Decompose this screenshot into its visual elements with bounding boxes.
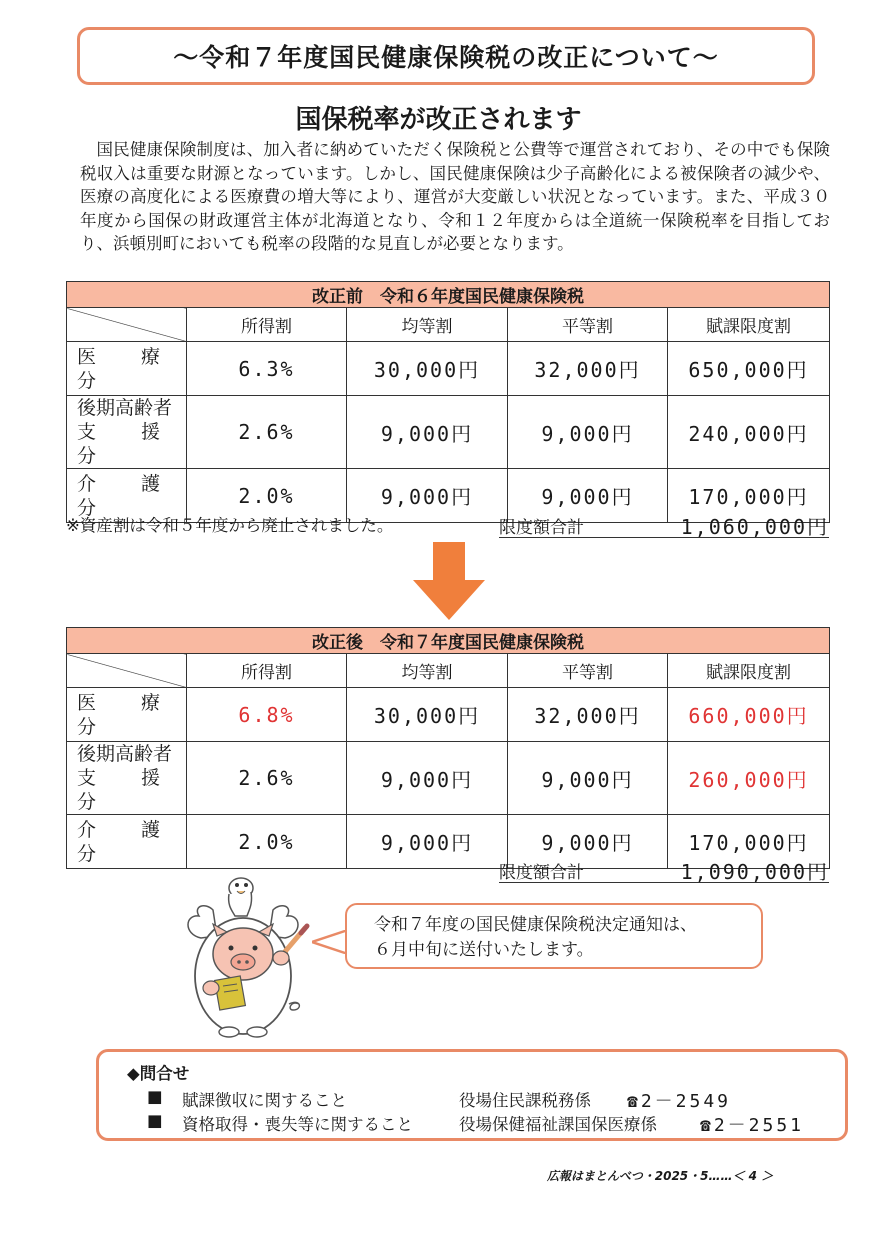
value-cell: 9,000円 xyxy=(508,742,668,815)
value-cell: 32,000円 xyxy=(508,342,668,396)
contact-subject: 賦課徴収に関すること xyxy=(182,1091,347,1110)
contact-subject: 資格取得・喪失等に関すること xyxy=(182,1115,413,1134)
notice-speech-bubble xyxy=(345,903,763,969)
column-header: 平等割 xyxy=(508,308,668,342)
row-label: 医 療 分 xyxy=(67,688,187,742)
diagonal-corner-cell xyxy=(67,308,187,342)
value-cell: 9,000円 xyxy=(347,396,508,469)
before-rate-table xyxy=(66,281,830,523)
column-header: 賦課限度割 xyxy=(668,308,830,342)
total-value: 1,090,000円 xyxy=(680,860,829,884)
column-header: 平等割 xyxy=(508,654,668,688)
square-bullet-icon: ■ xyxy=(147,1087,163,1106)
changed-value-cell: 260,000円 xyxy=(668,742,830,815)
value-cell: 240,000円 xyxy=(668,396,830,469)
value-cell: 9,000円 xyxy=(508,469,668,523)
page-title-banner xyxy=(77,27,815,85)
contact-department: 役場住民課税務係 xyxy=(459,1091,591,1110)
column-header: 所得割 xyxy=(187,308,347,342)
value-cell: 30,000円 xyxy=(347,688,508,742)
value-cell: 9,000円 xyxy=(347,469,508,523)
value-cell: 2.0% xyxy=(187,469,347,523)
column-header: 均等割 xyxy=(347,654,508,688)
contact-box xyxy=(96,1049,848,1141)
table-row xyxy=(67,396,830,469)
column-header: 賦課限度割 xyxy=(668,654,830,688)
table-row xyxy=(67,342,830,396)
row-label-line: 後期高齢者 xyxy=(77,743,173,765)
value-cell: 9,000円 xyxy=(508,396,668,469)
value-cell: 650,000円 xyxy=(668,342,830,396)
value-cell: 9,000円 xyxy=(508,815,668,869)
page-title: ～令和７年度国民健康保険税の改正について～ xyxy=(173,43,719,72)
row-label: 医 療 分 xyxy=(67,342,187,396)
changed-value-cell: 6.8% xyxy=(187,688,347,742)
contact-department: 役場保健福祉課国保医療係 xyxy=(459,1115,657,1134)
row-label-line: 支 援 分 xyxy=(77,421,206,467)
after-table-caption: 改正後 令和７年度国民健康保険税 xyxy=(67,628,830,654)
table-row xyxy=(67,742,830,815)
value-cell: 9,000円 xyxy=(347,742,508,815)
row-label-line: 後期高齢者 xyxy=(77,397,173,419)
diagonal-corner-cell xyxy=(67,654,187,688)
row-label xyxy=(67,396,206,469)
before-table-caption: 改正前 令和６年度国民健康保険税 xyxy=(67,282,830,308)
column-header: 均等割 xyxy=(347,308,508,342)
down-arrow-icon xyxy=(413,542,485,620)
contact-row xyxy=(147,1087,827,1112)
bubble-line: 令和７年度の国民健康保険税決定通知は、 xyxy=(374,915,697,935)
total-label: 限度額合計 xyxy=(499,518,584,538)
contact-row xyxy=(147,1111,827,1136)
changed-value-cell: 660,000円 xyxy=(668,688,830,742)
row-label: 介 護 分 xyxy=(67,815,187,869)
value-cell: 6.3% xyxy=(187,342,347,396)
contact-title: ◆問合せ xyxy=(127,1064,190,1083)
contact-phone[interactable]: ☎2－2551 xyxy=(700,1115,805,1136)
pig-mascot-illustration xyxy=(183,876,323,1041)
after-total xyxy=(499,858,829,883)
row-label-line: 支 援 分 xyxy=(77,767,206,813)
total-value: 1,060,000円 xyxy=(680,515,829,539)
value-cell: 170,000円 xyxy=(668,815,830,869)
row-label xyxy=(67,742,206,815)
before-total xyxy=(499,513,829,538)
value-cell: 170,000円 xyxy=(668,469,830,523)
total-label: 限度額合計 xyxy=(499,863,584,883)
value-cell: 2.6% xyxy=(187,396,347,469)
page-footer: 広報はまとんべつ・2025・5……＜ 4 ＞ xyxy=(547,1169,774,1183)
value-cell: 2.0% xyxy=(187,815,347,869)
value-cell: 2.6% xyxy=(187,742,347,815)
value-cell: 32,000円 xyxy=(508,688,668,742)
intro-paragraph: 国民健康保険制度は、加入者に納めていただく保険税と公費等で運営されており、その中でも保険税収入は重要な財源となっています。しかし、国民健康保険は少子高齢化による被保険者の減少や、医療の高度化による医療費の増大等により、運営が大変厳しい状況となっています。また、平成３０年度から国保の財政運営主体が北海道となり、令和１２年度からは全道統一保険税率を目指しており、浜頓別町においても税率の段階的な見直しが必要となります。 xyxy=(80,140,830,253)
abolition-note: ※資産割は令和５年度から廃止されました。 xyxy=(66,516,394,535)
square-bullet-icon: ■ xyxy=(147,1111,163,1130)
value-cell: 30,000円 xyxy=(347,342,508,396)
after-rate-table xyxy=(66,627,830,869)
bubble-line: ６月中旬に送付いたします。 xyxy=(374,940,594,960)
row-label: 介 護 分 xyxy=(67,469,187,523)
table-row xyxy=(67,688,830,742)
value-cell: 9,000円 xyxy=(347,815,508,869)
subheading: 国保税率が改正されます xyxy=(295,105,582,135)
contact-phone[interactable]: ☎2－2549 xyxy=(627,1091,732,1112)
column-header: 所得割 xyxy=(187,654,347,688)
